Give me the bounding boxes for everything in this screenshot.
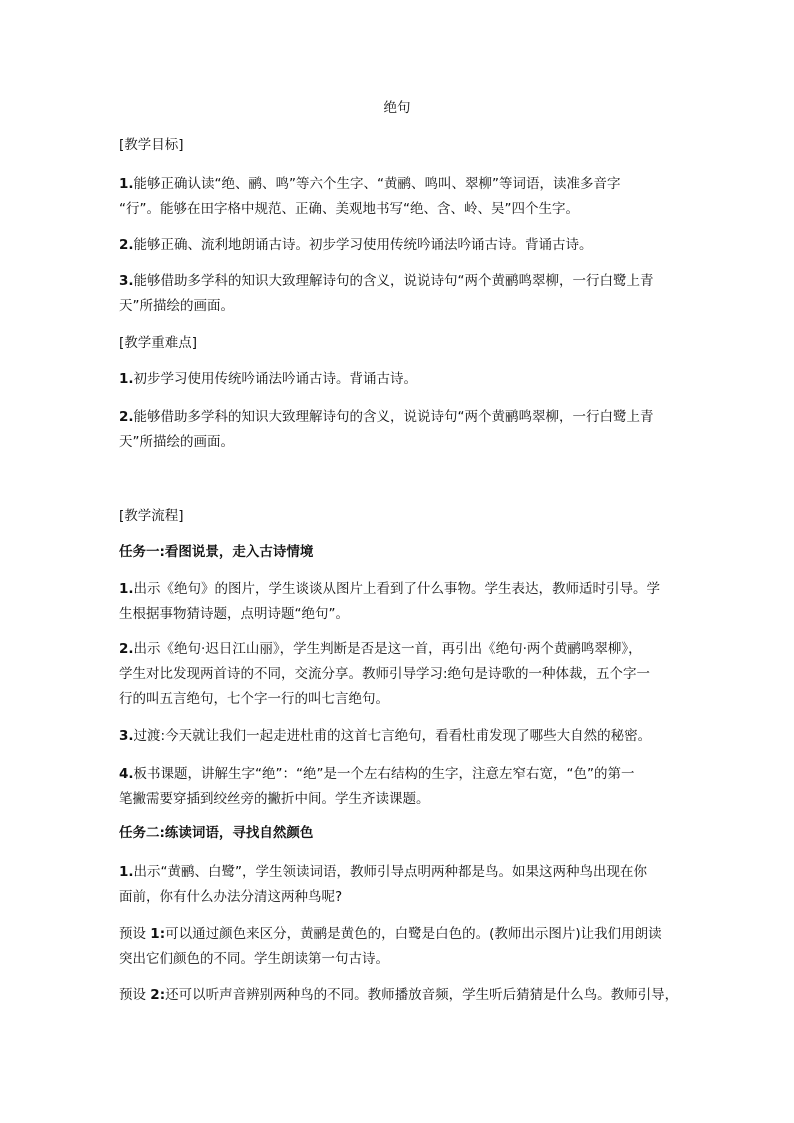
line-text: 初步学习使用传统吟诵法吟诵古诗。背诵古诗。 bbox=[133, 371, 418, 387]
goal-paragraph-2 bbox=[119, 233, 679, 258]
task-heading-2: 任务二:练读词语，寻找自然颜色 bbox=[119, 825, 314, 841]
paragraph-line: 突出它们颜色的不同。学生朗读第一句古诗。 bbox=[119, 951, 389, 967]
line-text: 能够正确、流利地朗诵古诗。初步学习使用传统吟诵法吟诵古诗。背诵古诗。 bbox=[133, 237, 593, 253]
key-point-paragraph-1 bbox=[119, 367, 679, 392]
item-number: 2. bbox=[119, 409, 134, 425]
goal-paragraph-1 bbox=[119, 172, 679, 222]
paragraph-line: 学生对比发现两首诗的不同，交流分享。教师引导学习:绝句是诗歌的一种体裁，五个字一 bbox=[119, 666, 651, 682]
task2-paragraph-1 bbox=[119, 860, 679, 910]
line-text: 出示《绝句·迟日江山丽》，学生判断是否是这一首，再引出《绝句·两个黄鹂鸣翠柳》， bbox=[133, 641, 642, 657]
line-text: 能够借助多学科的知识大致理解诗句的含义，说说诗句“两个黄鹂鸣翠柳，一行白鹭上青 bbox=[133, 409, 654, 425]
section-heading-goals: [教学目标] bbox=[119, 137, 184, 153]
preset-paragraph-1 bbox=[119, 922, 679, 972]
task1-paragraph-4 bbox=[119, 762, 679, 812]
preset-label: 预设 bbox=[119, 926, 151, 942]
line-text: 能够正确认读“绝、鹂、鸣”等六个生字、“黄鹂、鸣叫、翠柳”等词语，读准多音字 bbox=[133, 176, 621, 192]
item-number: 3. bbox=[119, 728, 134, 744]
paragraph-line: “行”。能够在田字格中规范、正确、美观地书写“绝、含、岭、吴”四个生字。 bbox=[119, 201, 579, 217]
item-number: 1. bbox=[119, 176, 134, 192]
line-text: 出示《绝句》的图片，学生谈谈从图片上看到了什么事物。学生表达，教师适时引导。学 bbox=[133, 581, 661, 597]
section-heading-flow: [教学流程] bbox=[119, 508, 184, 524]
line-text: 可以通过颜色来区分，黄鹂是黄色的，白鹭是白色的。(教师出示图片)让我们用朗读 bbox=[165, 926, 662, 942]
task-heading-1: 任务一:看图说景，走入古诗情境 bbox=[119, 544, 314, 560]
goal-paragraph-3 bbox=[119, 269, 679, 319]
line-text: 板书课题，讲解生字“绝”：“绝”是一个左右结构的生字，注意左窄右宽，“色”的第一 bbox=[133, 766, 635, 782]
item-number: 1. bbox=[119, 864, 134, 880]
paragraph-line bbox=[119, 762, 679, 787]
paragraph-line bbox=[119, 637, 679, 662]
item-number: 1: bbox=[150, 926, 166, 942]
preset-paragraph-2 bbox=[119, 983, 679, 1008]
item-number: 1. bbox=[119, 371, 134, 387]
key-point-paragraph-2 bbox=[119, 405, 679, 455]
paragraph-line: 笔撇需要穿插到绞丝旁的撇折中间。学生齐读课题。 bbox=[119, 791, 430, 807]
paragraph-line bbox=[119, 922, 679, 947]
paragraph-line: 面前，你有什么办法分清这两种鸟呢? bbox=[119, 889, 343, 905]
item-number: 3. bbox=[119, 273, 134, 289]
preset-label: 预设 bbox=[119, 987, 151, 1003]
line-text: 还可以听声音辨别两种鸟的不同。教师播放音频，学生听后猜猜是什么鸟。教师引导， bbox=[165, 987, 679, 1003]
paragraph-line bbox=[119, 269, 679, 294]
paragraph-line bbox=[119, 860, 679, 885]
paragraph-line bbox=[119, 172, 679, 197]
paragraph-line: 行的叫五言绝句，七个字一行的叫七言绝句。 bbox=[119, 691, 389, 707]
task1-paragraph-3 bbox=[119, 724, 679, 749]
line-text: 出示“黄鹂、白鹭”，学生领读词语，教师引导点明两种都是鸟。如果这两种鸟出现在你 bbox=[133, 864, 648, 880]
item-number: 2. bbox=[119, 641, 134, 657]
paragraph-line bbox=[119, 724, 679, 749]
paragraph-line: 天”所描绘的画面。 bbox=[119, 434, 234, 450]
task1-paragraph-1 bbox=[119, 577, 679, 627]
paragraph-line: 生根据事物猜诗题，点明诗题“绝句”。 bbox=[119, 606, 349, 622]
item-number: 1. bbox=[119, 581, 134, 597]
document-title: 绝句 bbox=[383, 100, 411, 116]
task1-paragraph-2 bbox=[119, 637, 679, 712]
line-text: 过渡:今天就让我们一起走进杜甫的这首七言绝句，看看杜甫发现了哪些大自然的秘密。 bbox=[133, 728, 652, 744]
paragraph-line bbox=[119, 233, 679, 258]
item-number: 4. bbox=[119, 766, 134, 782]
item-number: 2. bbox=[119, 237, 134, 253]
line-text: 能够借助多学科的知识大致理解诗句的含义，说说诗句“两个黄鹂鸣翠柳，一行白鹭上青 bbox=[133, 273, 654, 289]
paragraph-line: 天”所描绘的画面。 bbox=[119, 298, 234, 314]
section-heading-key-points: [教学重难点] bbox=[119, 335, 198, 351]
paragraph-line bbox=[119, 577, 679, 602]
paragraph-line bbox=[119, 367, 679, 392]
paragraph-line bbox=[119, 983, 679, 1008]
item-number: 2: bbox=[150, 987, 166, 1003]
paragraph-line bbox=[119, 405, 679, 430]
